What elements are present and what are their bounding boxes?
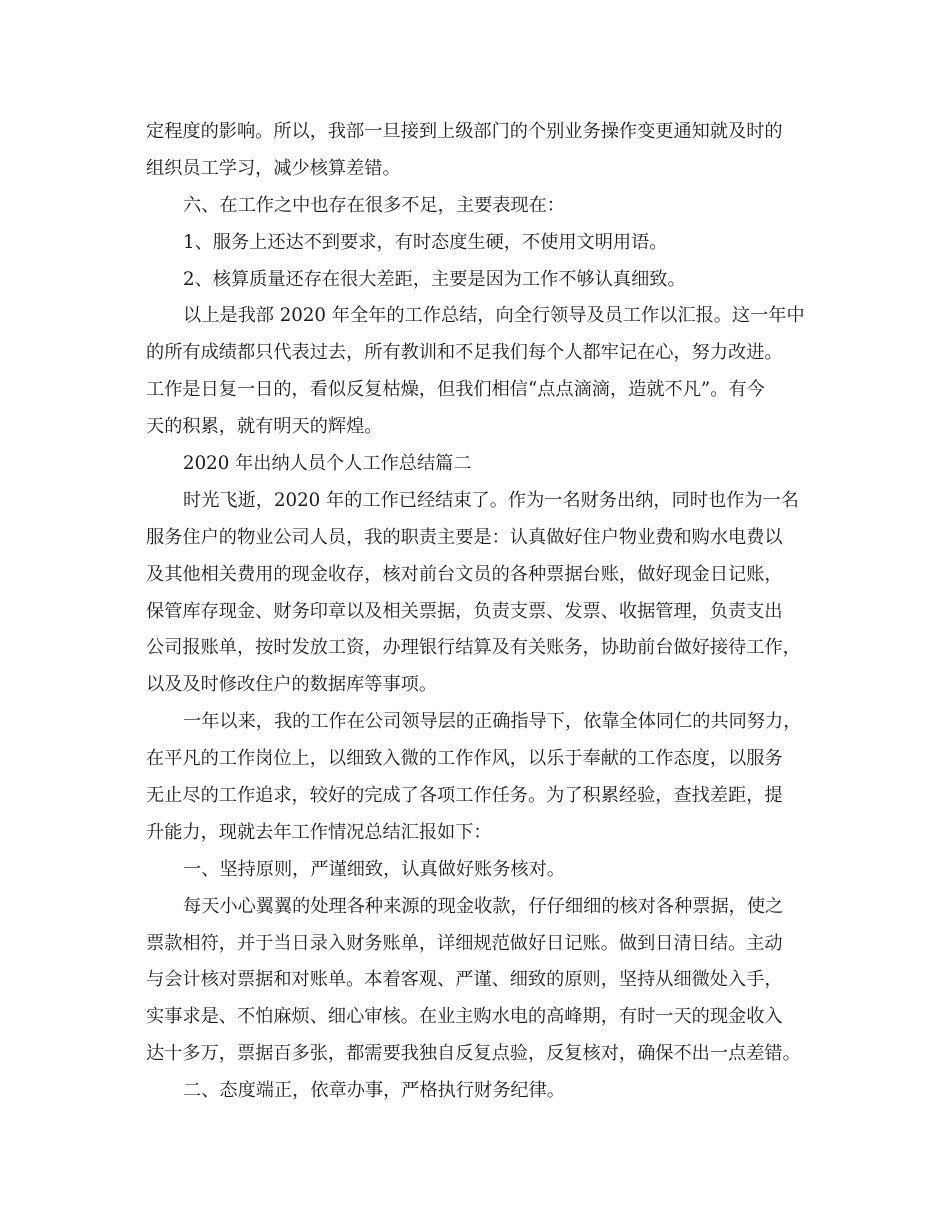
text-line: 时光飞逝，2020 年的工作已经结束了。作为一名财务出纳，同时也作为一名 — [183, 489, 799, 511]
text-line: 天的积累，就有明天的辉煌。 — [146, 416, 383, 438]
text-line: 2020 年出纳人员个人工作总结篇二 — [183, 453, 472, 475]
text-line: 的所有成绩都只代表过去，所有教训和不足我们每个人都牢记在心，努力改进。 — [146, 342, 783, 364]
text-line: 公司报账单，按时发放工资，办理银行结算及有关账务，协助前台做好接待工作， — [146, 637, 801, 659]
text-line: 组织员工学习，减少核算差错。 — [146, 157, 401, 179]
text-line: 实事求是、不怕麻烦、细心审核。在业主购水电的高峰期，有时一天的现金收入 — [146, 1006, 783, 1028]
text-line: 服务住户的物业公司人员，我的职责主要是：认真做好住户物业费和购水电费以 — [146, 526, 783, 548]
text-line: 1、服务上还达不到要求，有时态度生硬，不使用文明用语。 — [183, 231, 668, 253]
text-line: 工作是日复一日的，看似反复枯燥，但我们相信“点点滴滴，造就不凡”。有今 — [146, 379, 765, 401]
text-line: 以上是我部 2020 年全年的工作总结，向全行领导及员工作以汇报。这一年中 — [183, 305, 805, 327]
text-line: 以及及时修改住户的数据库等事项。 — [146, 674, 438, 696]
text-line: 每天小心翼翼的处理各种来源的现金收款，仔仔细细的核对各种票据，使之 — [183, 895, 784, 917]
text-line: 一年以来，我的工作在公司领导层的正确指导下，依靠全体同仁的共同努力， — [183, 711, 802, 733]
text-line: 与会计核对票据和对账单。本着客观、严谨、细致的原则，坚持从细微处入手， — [146, 969, 783, 991]
text-line: 六、在工作之中也存在很多不足，主要表现在： — [183, 194, 565, 216]
text-line: 及其他相关费用的现金收存，核对前台文员的各种票据台账，做好现金日记账， — [146, 563, 783, 585]
text-line: 升能力，现就去年工作情况总结汇报如下： — [146, 821, 492, 843]
text-line: 达十多万，票据百多张，都需要我独自反复点验，反复核对，确保不出一点差错。 — [146, 1043, 801, 1065]
text-line: 保管库存现金、财务印章以及相关票据，负责支票、发票、收据管理，负责支出 — [146, 600, 783, 622]
text-line: 2、核算质量还存在很大差距，主要是因为工作不够认真细致。 — [183, 268, 686, 290]
text-line: 二、态度端正，依章办事，严格执行财务纪律。 — [183, 1080, 565, 1102]
text-line: 一、坚持原则，严谨细致，认真做好账务核对。 — [183, 858, 565, 880]
text-line: 在平凡的工作岗位上，以细致入微的工作作风，以乐于奉献的工作态度，以服务 — [146, 748, 783, 770]
text-line: 票款相符，并于当日录入财务账单，详细规范做好日记账。做到日清日结。主动 — [146, 932, 783, 954]
text-line: 定程度的影响。所以，我部一旦接到上级部门的个别业务操作变更通知就及时的 — [146, 121, 783, 142]
document-body — [146, 114, 810, 1110]
text-line: 无止尽的工作追求，较好的完成了各项工作任务。为了积累经验，查找差距，提 — [146, 785, 783, 807]
